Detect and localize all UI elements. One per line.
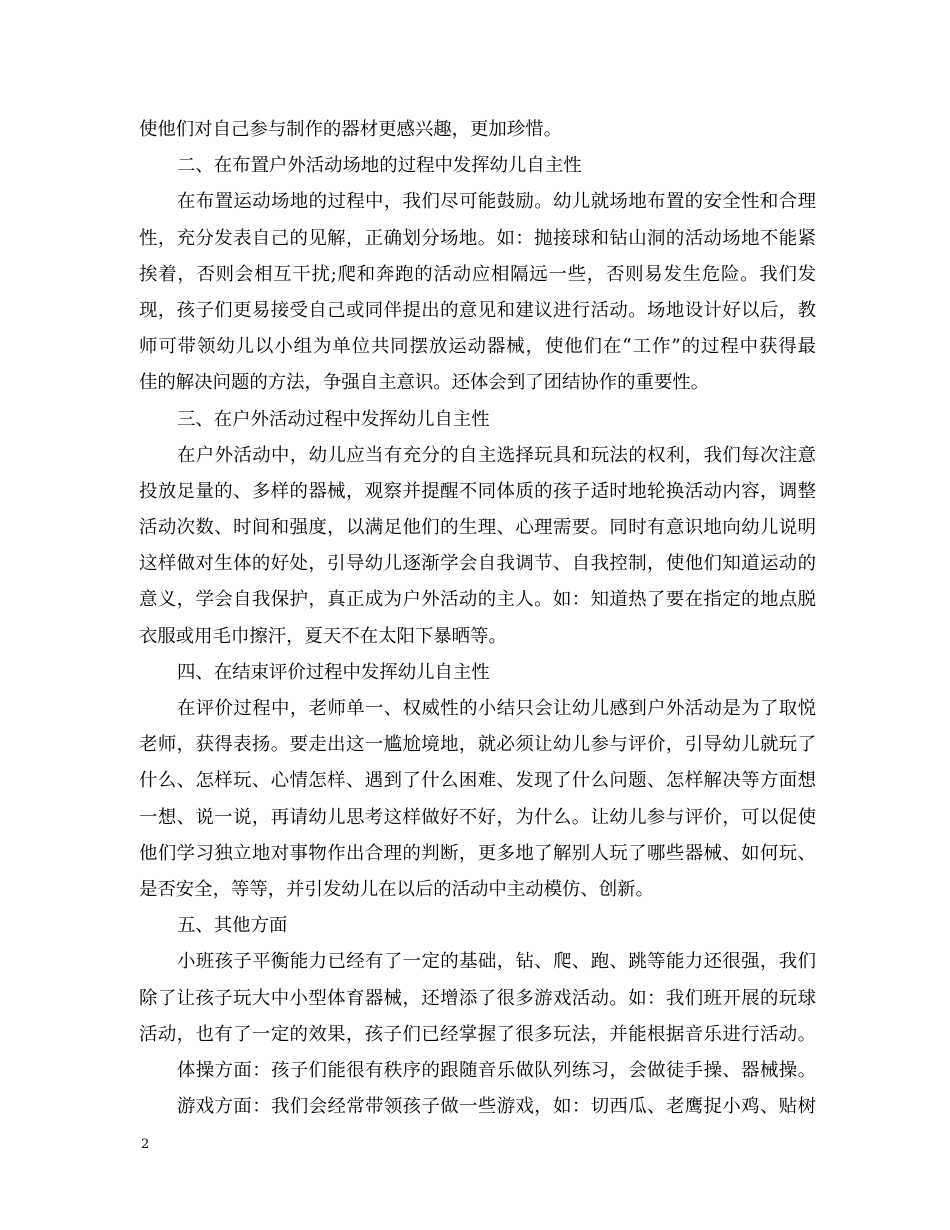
text-line: 游戏方面：我们会经常带领孩子做一些游戏，如：切西瓜、老鹰捉小鸡、贴树 xyxy=(177,1096,816,1118)
text-line: 在评价过程中，老师单一、权威性的小结只会让幼儿感到户外活动是为了取悦 xyxy=(177,698,816,719)
document-body xyxy=(139,112,816,1125)
text-line: 四、在结束评价过程中发挥幼儿自主性 xyxy=(177,661,490,683)
text-line: 是否安全，等等，并引发幼儿在以后的活动中主动模仿、创新。 xyxy=(139,878,654,900)
text-line: 在户外活动中，幼儿应当有充分的自主选择玩具和玩法的权利，我们每次注意 xyxy=(177,444,816,466)
text-line: 现，孩子们更易接受自己或同伴提出的意见和建议进行活动。场地设计好以后，教 xyxy=(139,299,816,321)
text-line: 活动，也有了一定的效果，孩子们已经掌握了很多玩法，并能根据音乐进行活动。 xyxy=(139,1023,816,1045)
text-line: 意义，学会自我保护，真正成为户外活动的主人。如：知道热了要在指定的地点脱 xyxy=(139,589,816,611)
page-number: 2 xyxy=(141,1137,150,1152)
text-line: 二、在布置户外活动场地的过程中发挥幼儿自主性 xyxy=(177,155,582,177)
text-line: 这样做对生体的好处，引导幼儿逐渐学会自我调节、自我控制，使他们知道运动的 xyxy=(139,553,816,575)
text-line: 一想、说一说，再请幼儿思考这样做好不好，为什么。让幼儿参与评价，可以促使 xyxy=(139,806,816,828)
text-line: 他们学习独立地对事物作出合理的判断，更多地了解别人玩了哪些器械、如何玩、 xyxy=(139,842,816,864)
text-line: 性，充分发表自己的见解，正确划分场地。如：抛接球和钻山洞的活动场地不能紧 xyxy=(139,227,816,249)
text-line: 师可带领幼儿以小组为单位共同摆放运动器械，使他们在“工作”的过程中获得最 xyxy=(139,336,816,358)
text-line: 活动次数、时间和强度，以满足他们的生理、心理需要。同时有意识地向幼儿说明 xyxy=(139,517,816,539)
text-line: 使他们对自己参与制作的器材更感兴趣，更加珍惜。 xyxy=(139,119,562,140)
text-line: 五、其他方面 xyxy=(177,915,288,937)
text-line: 老师，获得表扬。要走出这一尴尬境地，就必须让幼儿参与评价，引导幼儿就玩了 xyxy=(139,734,816,756)
text-line: 衣服或用毛巾擦汗，夏天不在太阳下暴晒等。 xyxy=(139,625,507,647)
text-line: 挨着，否则会相互干扰;爬和奔跑的活动应相隔远一些，否则易发生危险。我们发 xyxy=(139,263,816,285)
text-line: 三、在户外活动过程中发挥幼儿自主性 xyxy=(177,408,490,430)
text-line: 在布置运动场地的过程中，我们尽可能鼓励。幼儿就场地布置的安全性和合理 xyxy=(177,191,816,213)
text-line: 小班孩子平衡能力已经有了一定的基础，钻、爬、跑、跳等能力还很强，我们 xyxy=(177,951,816,973)
text-line: 佳的解决问题的方法，争强自主意识。还体会到了团结协作的重要性。 xyxy=(139,372,710,394)
text-line: 什么、怎样玩、心情怎样、遇到了什么困难、发现了什么问题、怎样解决等方面想 xyxy=(139,770,816,792)
text-line: 体操方面：孩子们能很有秩序的跟随音乐做队列练习，会做徒手操、器械操。 xyxy=(177,1059,816,1081)
text-line: 除了让孩子玩大中小型体育器械，还增添了很多游戏活动。如：我们班开展的玩球 xyxy=(139,987,816,1009)
text-line: 投放足量的、多样的器械，观察并提醒不同体质的孩子适时地轮换活动内容，调整 xyxy=(139,480,816,502)
